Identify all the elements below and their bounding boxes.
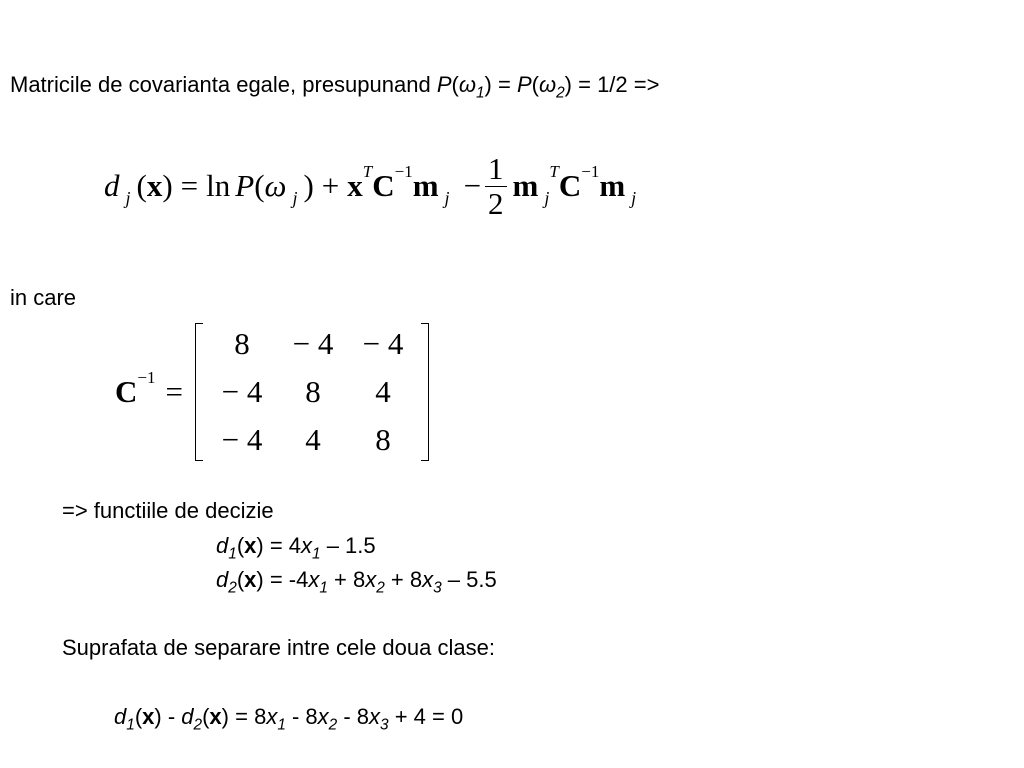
separation-equation: $d_1(x) - d_2(x) = 8x_1 - 8x_2 - 8x_3 + 4 = 0$ [114,704,464,734]
matrix-cell: − 4 [362,326,404,361]
matrix-cell: 8 [234,326,250,361]
decision-heading: => functiile de decizie [62,498,274,523]
decision-function-2: $d_2(x) = -4x_1 + 8x_2 + 8x_3 - 5.5$ [216,567,497,597]
matrix-cell: − 4 [221,422,263,457]
matrix-right-bracket [421,323,429,461]
matrix-grid [203,320,421,464]
matrix-cell: 8 [305,374,321,409]
in-care-label: in care [10,285,77,310]
matrix-cell: 4 [305,422,321,457]
separation-heading: Suprafata de separare intre cele doua clase: [62,635,495,660]
inverse-covariance-matrix: C −1 = 8 − 4 − 4 − 4 8 4 − 4 4 8 [115,320,429,464]
decision-function-1: $d_1(x) = 4x_1 - 1.5$ [216,533,376,563]
fraction-one-half: $\frac{1}{2}$ [485,152,507,221]
intro-line: Matricile de covarianta egale, presupunand $P(\omega_1) = P(\omega_2) = 1/2$ => [10,72,660,102]
intro-text: Matricile de covarianta egale, presupunand [10,72,437,97]
discriminant-formula: d j ( x ) = ln P ( ω j ) + x T C −1 m j − $\frac{1}{2}$ m j T C −1 m j [104,150,637,221]
matrix-left-bracket [195,323,203,461]
matrix-cell: − 4 [221,374,263,409]
matrix-cell: 4 [375,374,391,409]
matrix-cell: 8 [375,422,391,457]
matrix-lhs: C [115,374,138,409]
matrix-cell: − 4 [292,326,334,361]
